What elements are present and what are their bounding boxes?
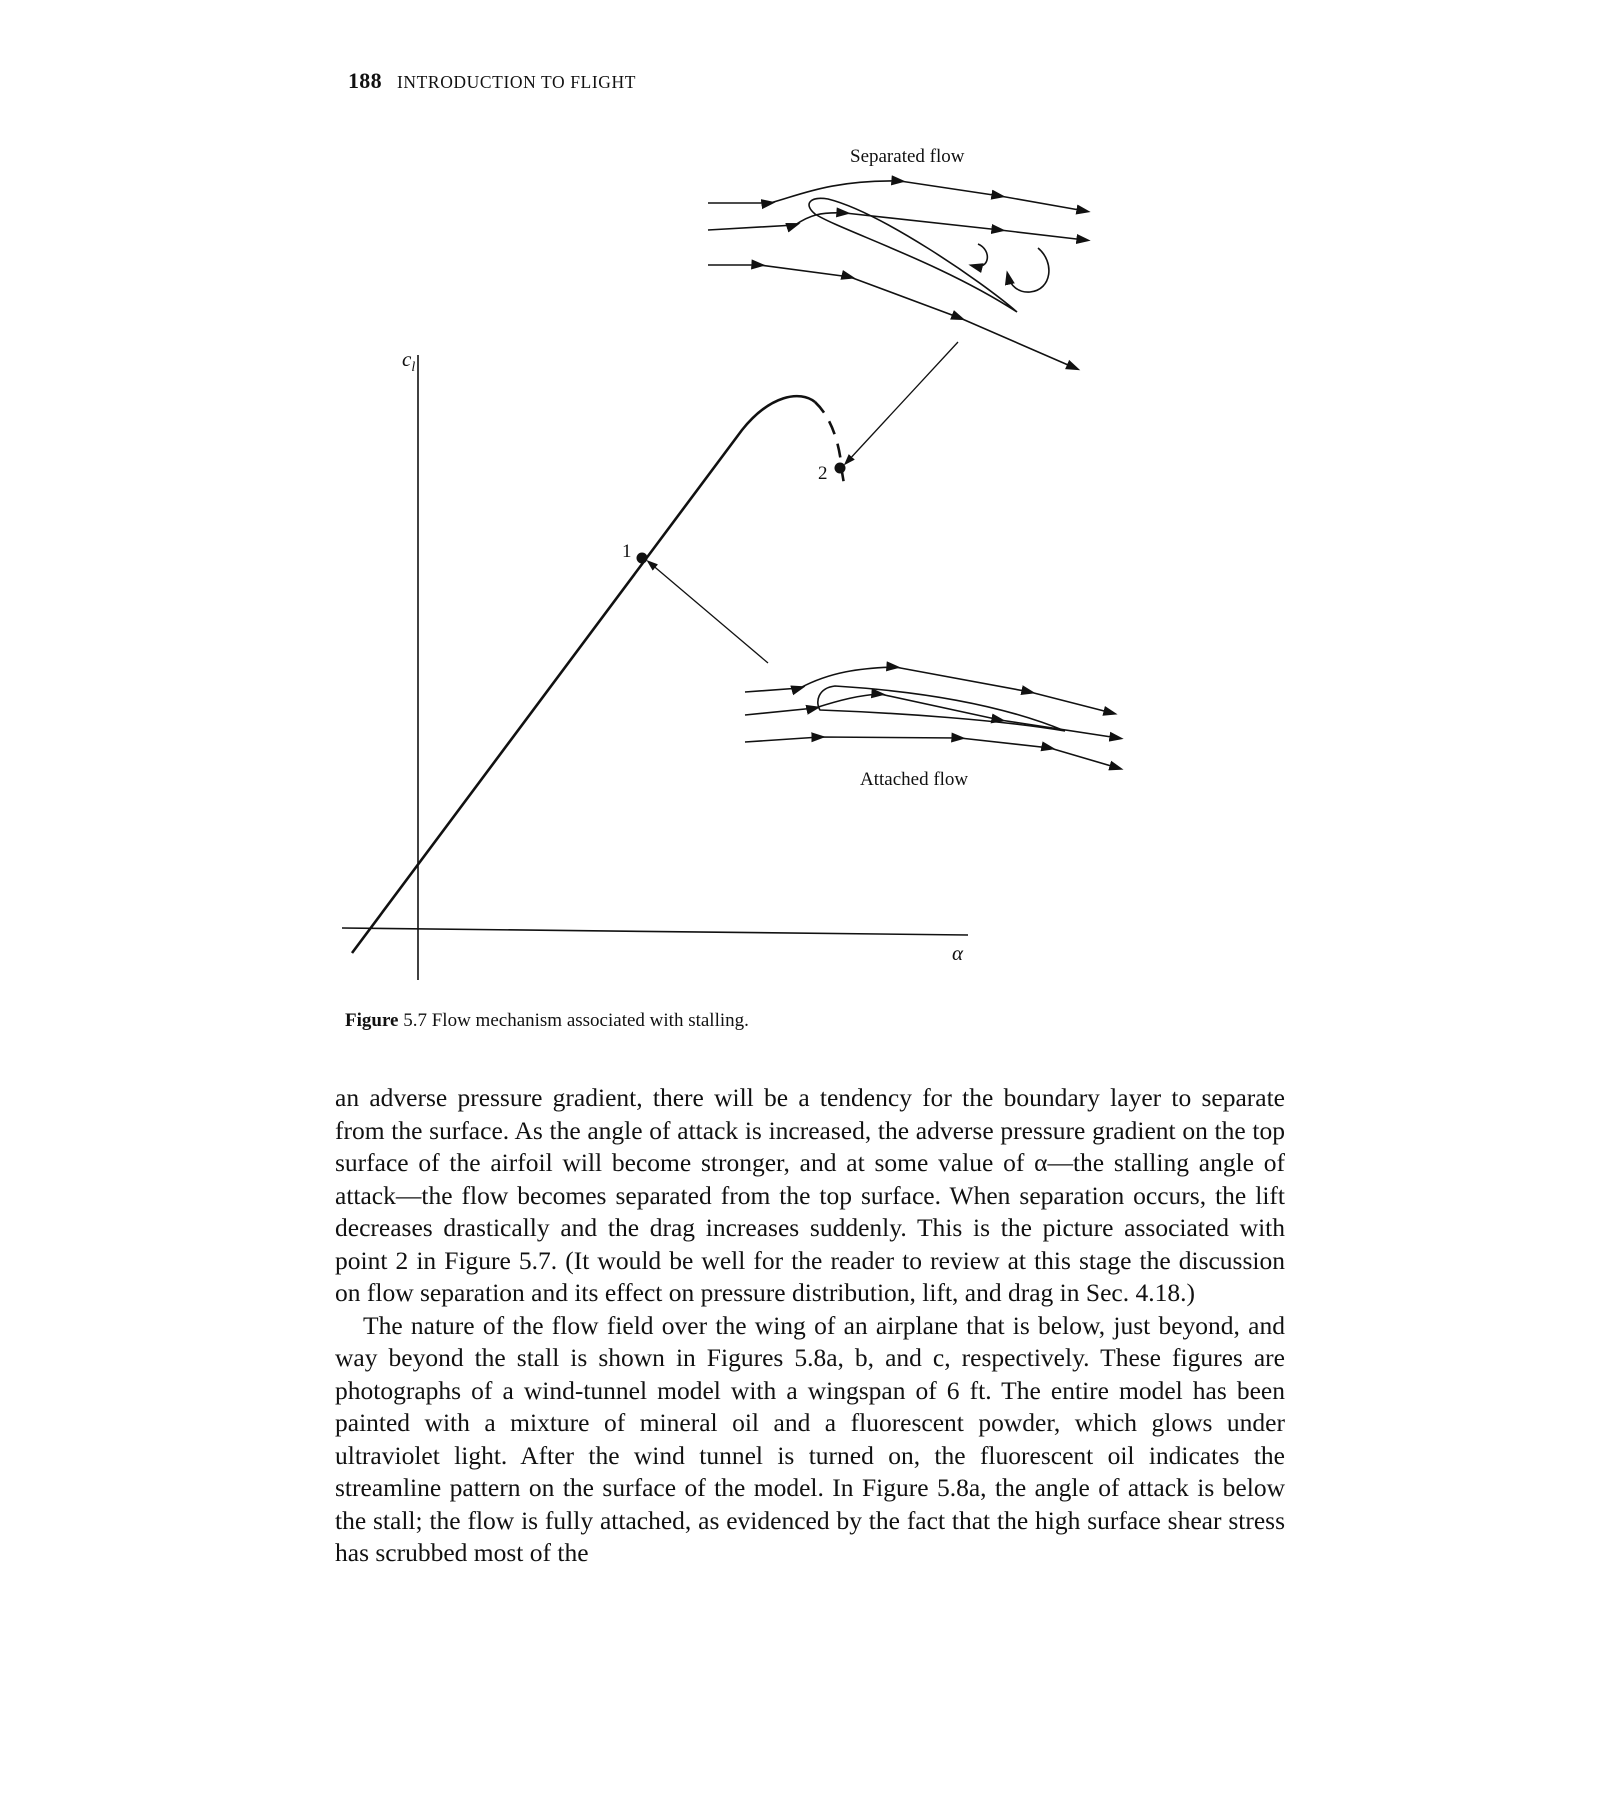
separated-vortex-small bbox=[974, 244, 987, 267]
lift-curve bbox=[352, 396, 815, 953]
leader-attached bbox=[650, 563, 768, 663]
page-number: 188 bbox=[348, 68, 382, 93]
paragraph-2: The nature of the flow field over the wing of an airplane that is below, just beyond, and way beyond the stall is shown in Figures 5.8a, b, and c, respectively. These figures are photographs of a wind-tunnel model with a wingspan of 6 ft. The entire model has been painted with a mixture of mineral oil and a fluorescent powder, which glows under ultraviolet light. After the wind tunnel is turned on, the fluorescent oil indicates the streamline pattern on the surface of the model. In Figure 5.8a, the angle of attack is below the stall; the flow is fully attached, as evidenced by the fact that the high surface shear stress has scrubbed most of the bbox=[335, 1310, 1285, 1567]
separated-streamline-3 bbox=[708, 265, 1075, 368]
running-title: INTRODUCTION TO FLIGHT bbox=[396, 72, 637, 92]
point-2-label: 2 bbox=[818, 463, 828, 484]
label-separated-flow: Separated flow bbox=[850, 146, 965, 167]
label-attached-flow: Attached flow bbox=[860, 769, 969, 790]
x-axis bbox=[342, 928, 968, 935]
separated-streamline-2 bbox=[708, 213, 1085, 240]
x-axis-label: α bbox=[952, 941, 964, 965]
leader-separated bbox=[847, 342, 958, 462]
figure-caption bbox=[345, 1010, 749, 1032]
body-text bbox=[335, 1082, 1285, 1570]
paragraph-1: an adverse pressure gradient, there will be a tendency for the boundary layer to separate from the surface. As the angle of attack is increased, the adverse pressure gradient on the top surface of the airfoil will become stronger, and at some value of α—the stalling angle of attack—the flow becomes separated from the top surface. When separation occurs, the lift decreases drastically and the drag increases suddenly. This is the picture associated with point 2 in Figure 5.7. (It would be well for the reader to review at this stage the discussion on flow separation and its effect on pressure distribution, lift, and drag in Sec. 4.18.) bbox=[335, 1083, 1285, 1307]
caption-label: Figure bbox=[345, 1010, 399, 1031]
point-2 bbox=[835, 463, 846, 474]
separated-streamline-1 bbox=[708, 181, 1085, 211]
point-1 bbox=[637, 553, 648, 564]
caption-text: Flow mechanism associated with stalling. bbox=[431, 1010, 749, 1031]
separated-airfoil bbox=[809, 198, 1017, 312]
attached-streamline-3 bbox=[745, 737, 1118, 768]
caption-number: 5.7 bbox=[403, 1010, 427, 1031]
y-axis-label: $c_l$ bbox=[402, 347, 416, 375]
separated-flow-sketch bbox=[708, 181, 1085, 368]
attached-flow-sketch bbox=[745, 667, 1118, 768]
attached-streamline-1 bbox=[745, 667, 1112, 713]
point-1-label: 1 bbox=[622, 541, 632, 562]
separated-vortex-large bbox=[1008, 248, 1049, 292]
